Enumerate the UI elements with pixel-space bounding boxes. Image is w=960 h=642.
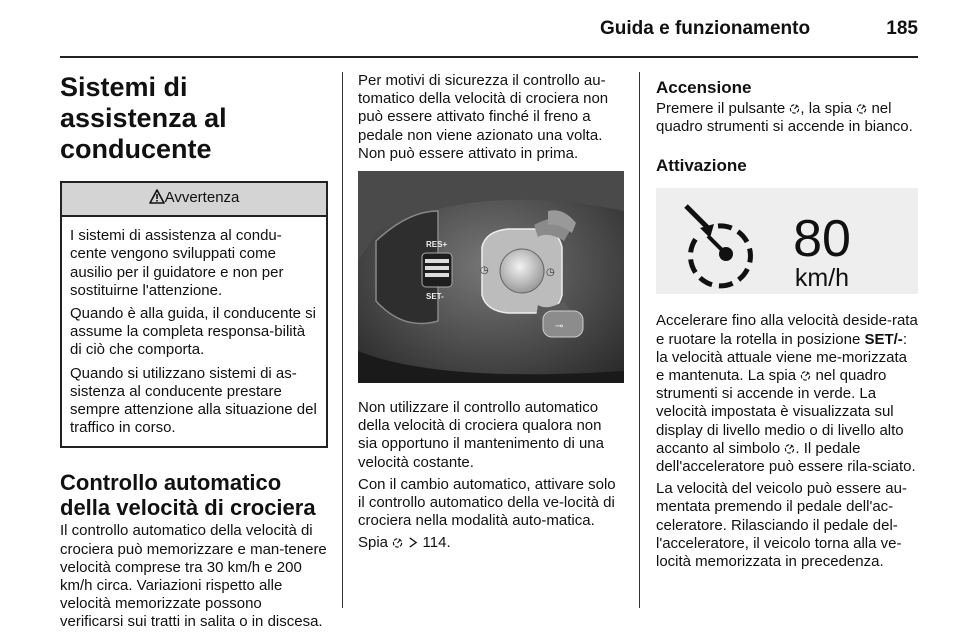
text-run: nel quadro strumenti si accende in bianco. bbox=[656, 100, 913, 136]
cruise-control-icon bbox=[789, 103, 800, 114]
page-reference-arrow-icon bbox=[407, 537, 418, 548]
section-heading: Sistemi di assistenza al conducente bbox=[60, 72, 227, 164]
cruise-control-icon bbox=[800, 370, 811, 381]
display-speed-unit: km/h bbox=[794, 264, 850, 293]
column-right bbox=[656, 72, 918, 575]
set-minus-label: SET- bbox=[426, 292, 444, 302]
header-rule bbox=[60, 56, 918, 58]
accensione-heading: Accensione bbox=[656, 78, 752, 97]
svg-text:◷: ◷ bbox=[480, 265, 489, 277]
text-run: Accelerare fino alla velocità deside-rata e ruotare la rotella in posizione bbox=[656, 312, 918, 348]
spia-label: Spia bbox=[358, 534, 389, 552]
warning-paragraph: Quando si utilizzano sistemi di as-sistenza al conducente prestare sempre attenzione alla situazione del traffico in corso. bbox=[70, 364, 317, 437]
attivazione-paragraph bbox=[656, 312, 918, 476]
accensione-paragraph bbox=[656, 100, 918, 136]
body-paragraph: Il controllo automatico della velocità di crociera può memorizzare e man-tenere velocità comprese tra 30 km/h e 200 km/h circa. Variazioni rispetto alle velocità memorizzate possono verificarsi sui tratti in salita o in discesa. bbox=[60, 522, 327, 631]
column-middle bbox=[358, 72, 624, 557]
svg-text:◷: ◷ bbox=[546, 267, 555, 279]
text-run: , la spia bbox=[800, 100, 853, 117]
svg-text:⊸: ⊸ bbox=[555, 321, 564, 333]
display-speed-value: 80 bbox=[793, 210, 851, 269]
text-run: Premere il pulsante bbox=[656, 100, 786, 117]
subsection-heading: Controllo automatico della velocità di crociera bbox=[60, 470, 316, 521]
warning-box bbox=[60, 181, 328, 448]
body-paragraph: Non utilizzare il controllo automatico della velocità di crociera qualora non sia opportuno il mantenimento di una velocità costante. bbox=[358, 399, 604, 471]
warning-triangle-icon bbox=[149, 189, 165, 204]
cruise-control-icon bbox=[856, 103, 867, 114]
body-paragraph: La velocità del veicolo può essere au-mentata premendo il pedale dell'ac-celeratore. Rilasciando il pedale del-l'acceleratore, il veicolo torna alla ve-locità memorizzata in precedenza. bbox=[656, 480, 907, 571]
running-header-title: Guida e funzionamento bbox=[600, 18, 811, 39]
cruise-control-icon bbox=[784, 443, 795, 454]
warning-paragraph: I sistemi di assistenza al condu-cente vengono sviluppati come ausilio per il guidatore e non per sostituirne l'attenzione. bbox=[70, 227, 284, 299]
steering-wheel-cruise-controls-photo bbox=[358, 171, 624, 383]
column-divider-2 bbox=[639, 72, 640, 608]
spia-page-ref: 114. bbox=[422, 534, 451, 552]
warning-paragraph: Quando è alla guida, il conducente si assume la completa responsa-bilità di ciò che comporta. bbox=[70, 305, 317, 359]
body-paragraph: Con il cambio automatico, attivare solo il controllo automatico della ve-locità di crociera nella modalità auto-matica. bbox=[358, 475, 616, 530]
column-left bbox=[60, 72, 328, 636]
set-minus-term: SET/- bbox=[864, 330, 903, 348]
warning-title: Avvertenza bbox=[164, 189, 240, 206]
warning-header bbox=[62, 183, 326, 217]
warning-body bbox=[62, 217, 326, 446]
intro-paragraph: Per motivi di sicurezza il controllo au-tomatico della velocità di crociera non può essere attivato finché il freno a pedale non viene azionato una volta. Non può essere attivato in prima. bbox=[358, 72, 609, 162]
cruise-speed-display bbox=[656, 188, 918, 294]
spia-reference bbox=[358, 534, 624, 552]
text-run: : la velocità attuale viene me-morizzata e mantenuta. La spia bbox=[656, 330, 907, 385]
cruise-control-icon bbox=[392, 537, 403, 548]
page-number: 185 bbox=[886, 18, 918, 39]
res-plus-label: RES+ bbox=[426, 240, 448, 250]
text-run: . Il pedale dell'acceleratore può essere rila-sciato. bbox=[656, 439, 916, 476]
column-divider-1 bbox=[342, 72, 343, 608]
attivazione-heading: Attivazione bbox=[656, 156, 747, 176]
text-run: nel quadro strumenti si accende in verde. La velocità impostata è visualizzata sul display di livello medio o di livello alto accanto al simbolo bbox=[656, 367, 904, 457]
